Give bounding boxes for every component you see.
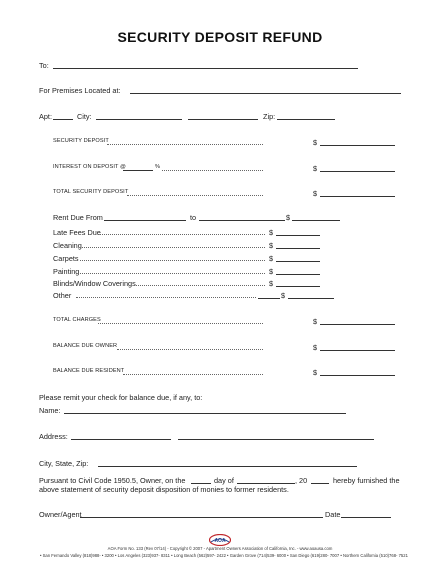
- leader-dots: [82, 247, 265, 248]
- other-amount[interactable]: [288, 298, 334, 299]
- address-field-1[interactable]: [71, 439, 171, 440]
- dollar-sign: $: [313, 164, 318, 173]
- day-field[interactable]: [191, 483, 211, 484]
- footer-phone-list: • San Fernando Valley (818)988- • 3200 • Los Angeles (323)937- 8311 • Long Beach (562)597- 2422 • Garden Grove (714)539- 6000 • San Diego (619)280- 7007 • Northern California (510)768- 7521: [40, 553, 408, 558]
- address-label: Address:: [39, 432, 68, 441]
- footer-copyright: AOA Form No. 133 (Rev 07/14) - Copyright © 2007 - Apartment Owners Association of California, Inc. - www.aoausa.com: [107, 546, 333, 551]
- apt-label: Apt:: [39, 112, 52, 121]
- blinds-amount[interactable]: [276, 286, 320, 287]
- total-charges-label: TOTAL CHARGES: [53, 317, 101, 323]
- to-field[interactable]: [53, 68, 358, 69]
- pursuant-text-3: , 20: [295, 476, 308, 485]
- name-label: Name:: [39, 406, 61, 415]
- premises-field[interactable]: [130, 93, 401, 94]
- svg-text:AOA: AOA: [214, 538, 226, 544]
- dollar-sign: $: [269, 267, 274, 276]
- balance-due-owner-amount[interactable]: [320, 350, 395, 351]
- dollar-sign: $: [313, 189, 318, 198]
- total-security-deposit-label: TOTAL SECURITY DEPOSIT: [53, 189, 129, 195]
- date-field[interactable]: [341, 517, 391, 518]
- year-field[interactable]: [311, 483, 329, 484]
- cleaning-amount[interactable]: [276, 248, 320, 249]
- pursuant-text-4: hereby furnished the: [333, 476, 400, 485]
- leader-dots: [107, 144, 263, 145]
- leader-dots: [123, 374, 263, 375]
- zip-field[interactable]: [277, 119, 335, 120]
- security-deposit-amount[interactable]: [320, 145, 395, 146]
- interest-on-deposit-label: INTEREST ON DEPOSIT @: [53, 164, 126, 170]
- late-fees-label: Late Fees Due: [53, 228, 101, 237]
- name-field[interactable]: [64, 413, 346, 414]
- total-security-deposit-amount[interactable]: [320, 196, 395, 197]
- leader-dots: [117, 349, 263, 350]
- pursuant-text-line2: above statement of security deposit disposition of monies to former residents.: [39, 485, 289, 494]
- rent-amount-prefix: [261, 220, 285, 221]
- apt-field[interactable]: [53, 119, 73, 120]
- carpets-amount[interactable]: [276, 261, 320, 262]
- other-label: Other: [53, 291, 72, 300]
- rent-due-from-label: Rent Due From: [53, 213, 103, 222]
- other-description-field[interactable]: [258, 298, 280, 299]
- interest-rate-field[interactable]: [123, 170, 153, 171]
- dollar-sign: $: [313, 317, 318, 326]
- city-state-zip-field[interactable]: [98, 466, 357, 467]
- balance-due-resident-amount[interactable]: [320, 375, 395, 376]
- form-title: SECURITY DEPOSIT REFUND: [117, 29, 323, 45]
- zip-label: Zip:: [263, 112, 276, 121]
- painting-amount[interactable]: [276, 274, 320, 275]
- percent-sign: %: [155, 164, 161, 170]
- leader-dots: [80, 260, 265, 261]
- leader-dots: [80, 273, 265, 274]
- blinds-label: Blinds/Window Coverings: [53, 279, 136, 288]
- aoa-logo: [209, 533, 231, 545]
- leader-dots: [98, 323, 263, 324]
- dollar-sign: $: [286, 213, 291, 222]
- dollar-sign: $: [313, 138, 318, 147]
- leader-dots: [162, 170, 263, 171]
- city-label: City:: [77, 112, 92, 121]
- security-deposit-label: SECURITY DEPOSIT: [53, 138, 109, 144]
- remit-instruction: Please remit your check for balance due, if any, to:: [39, 393, 203, 402]
- cleaning-label: Cleaning: [53, 241, 82, 250]
- dollar-sign: $: [269, 228, 274, 237]
- rent-due-amount[interactable]: [292, 220, 340, 221]
- dollar-sign: $: [313, 368, 318, 377]
- total-charges-amount[interactable]: [320, 324, 395, 325]
- state-field[interactable]: [188, 119, 258, 120]
- dollar-sign: $: [269, 254, 274, 263]
- rent-to-label: to: [190, 213, 197, 222]
- painting-label: Painting: [53, 267, 80, 276]
- balance-due-resident-label: BALANCE DUE RESIDENT: [53, 368, 125, 374]
- carpets-label: Carpets: [53, 254, 79, 263]
- leader-dots: [76, 297, 256, 298]
- dollar-sign: $: [281, 291, 286, 300]
- leader-dots: [134, 285, 265, 286]
- balance-due-owner-label: BALANCE DUE OWNER: [53, 343, 118, 349]
- dollar-sign: $: [313, 343, 318, 352]
- owner-agent-signature-field[interactable]: [80, 517, 323, 518]
- to-label: To:: [39, 61, 49, 70]
- city-state-zip-label: City, State, Zip:: [39, 459, 89, 468]
- pursuant-text-2: day of: [214, 476, 234, 485]
- dollar-sign: $: [269, 241, 274, 250]
- dollar-sign: $: [269, 279, 274, 288]
- date-label: Date: [325, 510, 341, 519]
- leader-dots: [98, 234, 265, 235]
- pursuant-text-1: Pursuant to Civil Code 1950.5, Owner, on the: [39, 476, 186, 485]
- owner-agent-label: Owner/Agent: [39, 510, 82, 519]
- rent-from-date[interactable]: [104, 220, 186, 221]
- address-field-2[interactable]: [178, 439, 374, 440]
- interest-amount[interactable]: [320, 171, 395, 172]
- premises-label: For Premises Located at:: [39, 86, 121, 95]
- late-fees-amount[interactable]: [276, 235, 320, 236]
- city-field[interactable]: [96, 119, 182, 120]
- leader-dots: [127, 195, 263, 196]
- month-field[interactable]: [237, 483, 295, 484]
